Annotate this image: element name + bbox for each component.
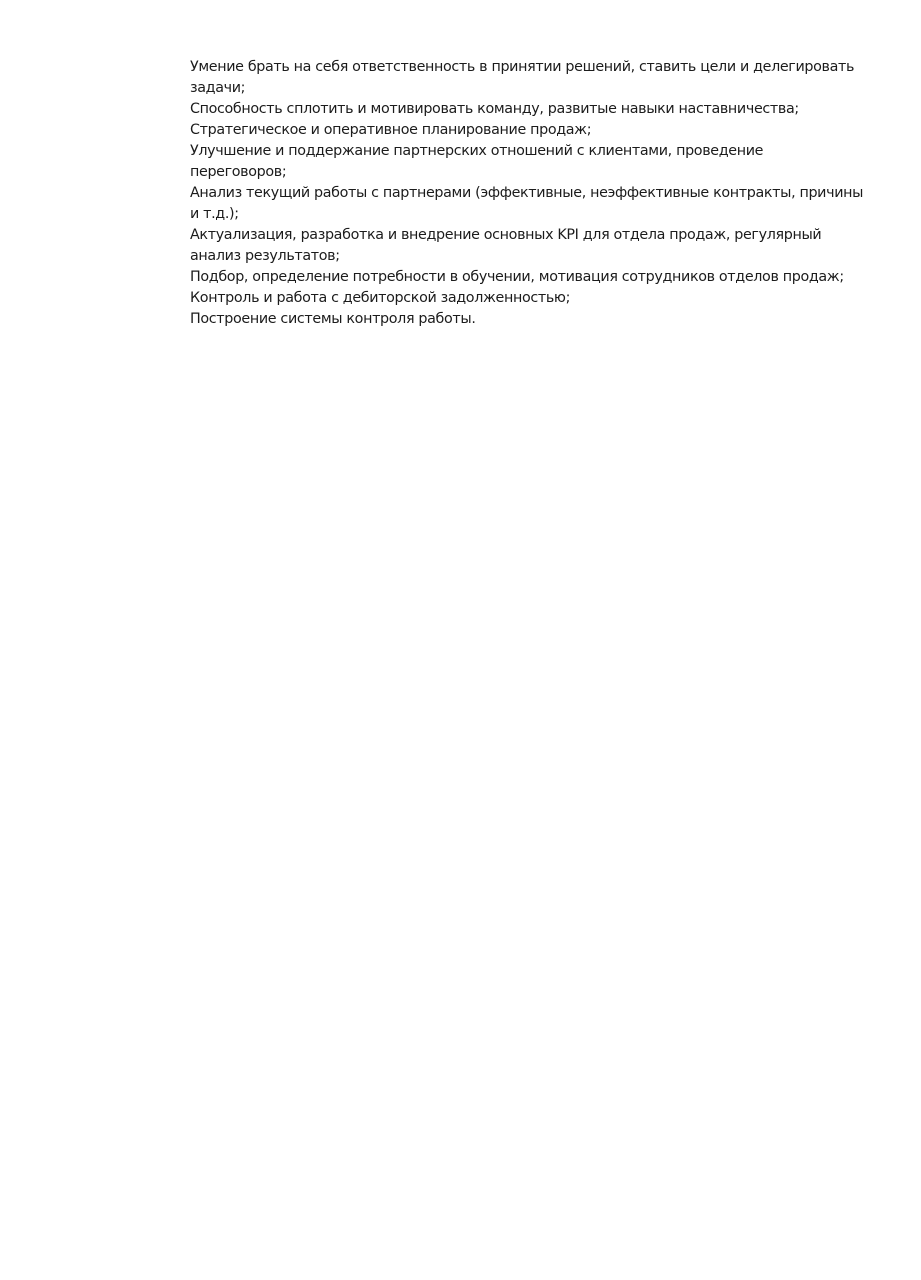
text-line: переговоров; — [190, 164, 287, 180]
text-line: задачи; — [190, 80, 246, 96]
text-line: Актуализация, разработка и внедрение основных KPI для отдела продаж, регулярный — [190, 227, 822, 243]
text-line: Способность сплотить и мотивировать команду, развитые навыки наставничества; — [190, 101, 799, 117]
text-line: анализ результатов; — [190, 248, 340, 264]
text-line: и т.д.); — [190, 206, 239, 222]
text-line: Умение брать на себя ответственность в принятии решений, ставить цели и делегировать — [190, 59, 855, 75]
text-line: Стратегическое и оперативное планирование продаж; — [190, 122, 592, 138]
text-line: Подбор, определение потребности в обучении, мотивация сотрудников отделов продаж; — [190, 269, 844, 285]
text-line: Контроль и работа с дебиторской задолженностью; — [190, 290, 571, 306]
responsibilities-text — [190, 57, 864, 330]
text-line: Улучшение и поддержание партнерских отношений с клиентами, проведение — [190, 143, 764, 159]
text-line: Построение системы контроля работы. — [190, 311, 476, 327]
text-line: Анализ текущий работы с партнерами (эффективные, неэффективные контракты, причины — [190, 185, 864, 201]
